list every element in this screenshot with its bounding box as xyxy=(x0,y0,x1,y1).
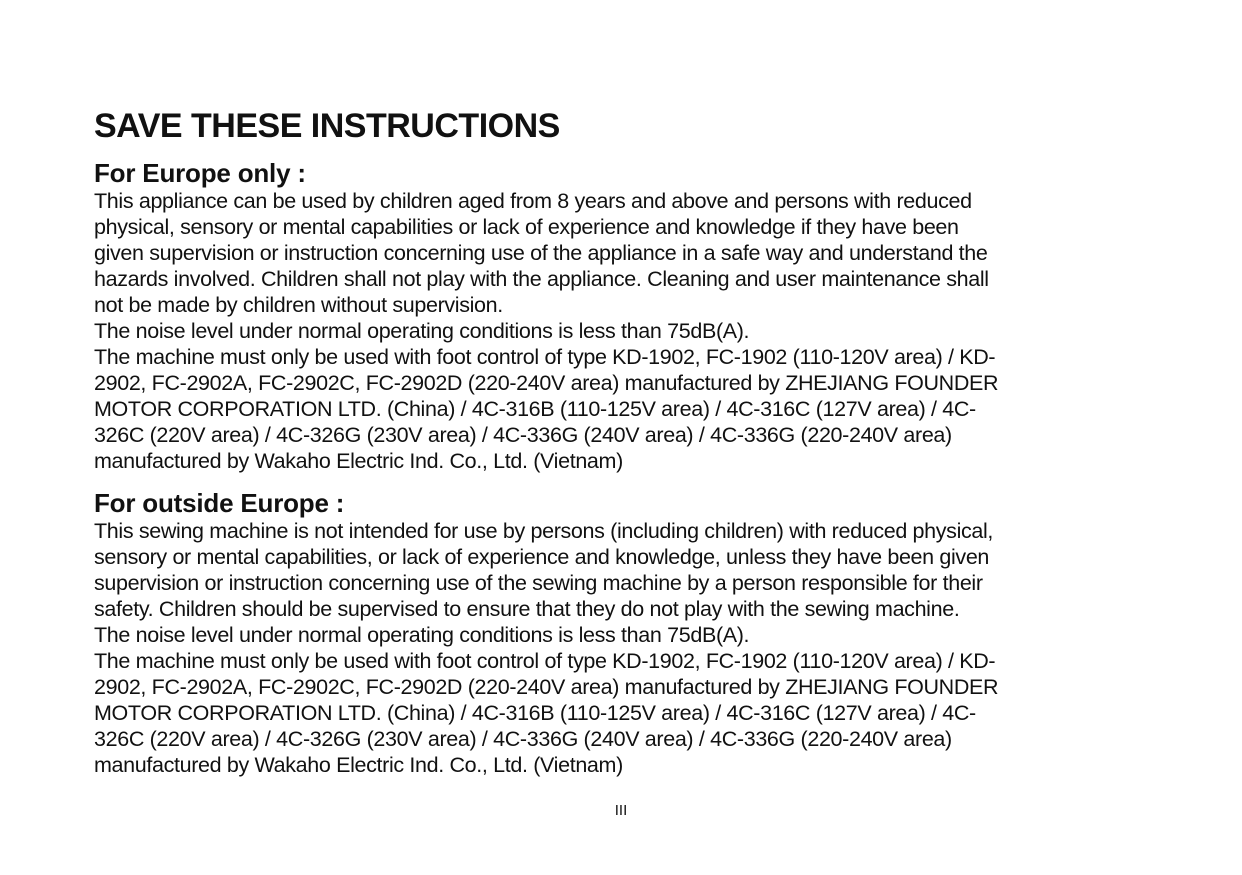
body-line: manufactured by Wakaho Electric Ind. Co., Ltd. (Vietnam) xyxy=(94,753,623,777)
body-line: 2902, FC-2902A, FC-2902C, FC-2902D (220-240V area) manufactured by ZHEJIANG FOUNDER xyxy=(94,371,999,395)
section-outside-europe xyxy=(94,488,1154,778)
body-line: This appliance can be used by children aged from 8 years and above and persons with reduced xyxy=(94,189,972,213)
body-line: The noise level under normal operating conditions is less than 75dB(A). xyxy=(94,319,750,343)
body-line: manufactured by Wakaho Electric Ind. Co., Ltd. (Vietnam) xyxy=(94,449,623,473)
document-page xyxy=(94,104,1154,778)
page-number: III xyxy=(614,802,628,819)
body-line: given supervision or instruction concerning use of the appliance in a safe way and understand the xyxy=(94,241,988,265)
body-line: not be made by children without supervision. xyxy=(94,293,503,317)
body-line: supervision or instruction concerning use of the sewing machine by a person responsible for their xyxy=(94,571,983,595)
section-heading-outside-europe: For outside Europe : xyxy=(94,488,345,518)
section-heading-europe: For Europe only : xyxy=(94,158,306,188)
body-line: This sewing machine is not intended for use by persons (including children) with reduced physical, xyxy=(94,519,994,543)
body-line: 326C (220V area) / 4C-326G (230V area) / 4C-336G (240V area) / 4C-336G (220-240V area) xyxy=(94,423,952,447)
body-line: sensory or mental capabilities, or lack of experience and knowledge, unless they have been given xyxy=(94,545,990,569)
body-line: MOTOR CORPORATION LTD. (China) / 4C-316B (110-125V area) / 4C-316C (127V area) / 4C- xyxy=(94,701,976,725)
body-line: The machine must only be used with foot control of type KD-1902, FC-1902 (110-120V area) / KD- xyxy=(94,649,996,673)
section-body-europe xyxy=(94,188,1154,474)
body-line: The noise level under normal operating conditions is less than 75dB(A). xyxy=(94,623,750,647)
body-line: hazards involved. Children shall not play with the appliance. Cleaning and user maintenance shall xyxy=(94,267,989,291)
body-line: physical, sensory or mental capabilities or lack of experience and knowledge if they have been xyxy=(94,215,959,239)
page-title: SAVE THESE INSTRUCTIONS xyxy=(94,107,560,145)
body-line: 326C (220V area) / 4C-326G (230V area) / 4C-336G (240V area) / 4C-336G (220-240V area) xyxy=(94,727,952,751)
section-europe xyxy=(94,158,1154,474)
body-line: MOTOR CORPORATION LTD. (China) / 4C-316B (110-125V area) / 4C-316C (127V area) / 4C- xyxy=(94,397,976,421)
section-body-outside-europe xyxy=(94,518,1154,778)
body-line: The machine must only be used with foot control of type KD-1902, FC-1902 (110-120V area) / KD- xyxy=(94,345,996,369)
body-line: 2902, FC-2902A, FC-2902C, FC-2902D (220-240V area) manufactured by ZHEJIANG FOUNDER xyxy=(94,675,999,699)
body-line: safety. Children should be supervised to ensure that they do not play with the sewing machine. xyxy=(94,597,960,621)
